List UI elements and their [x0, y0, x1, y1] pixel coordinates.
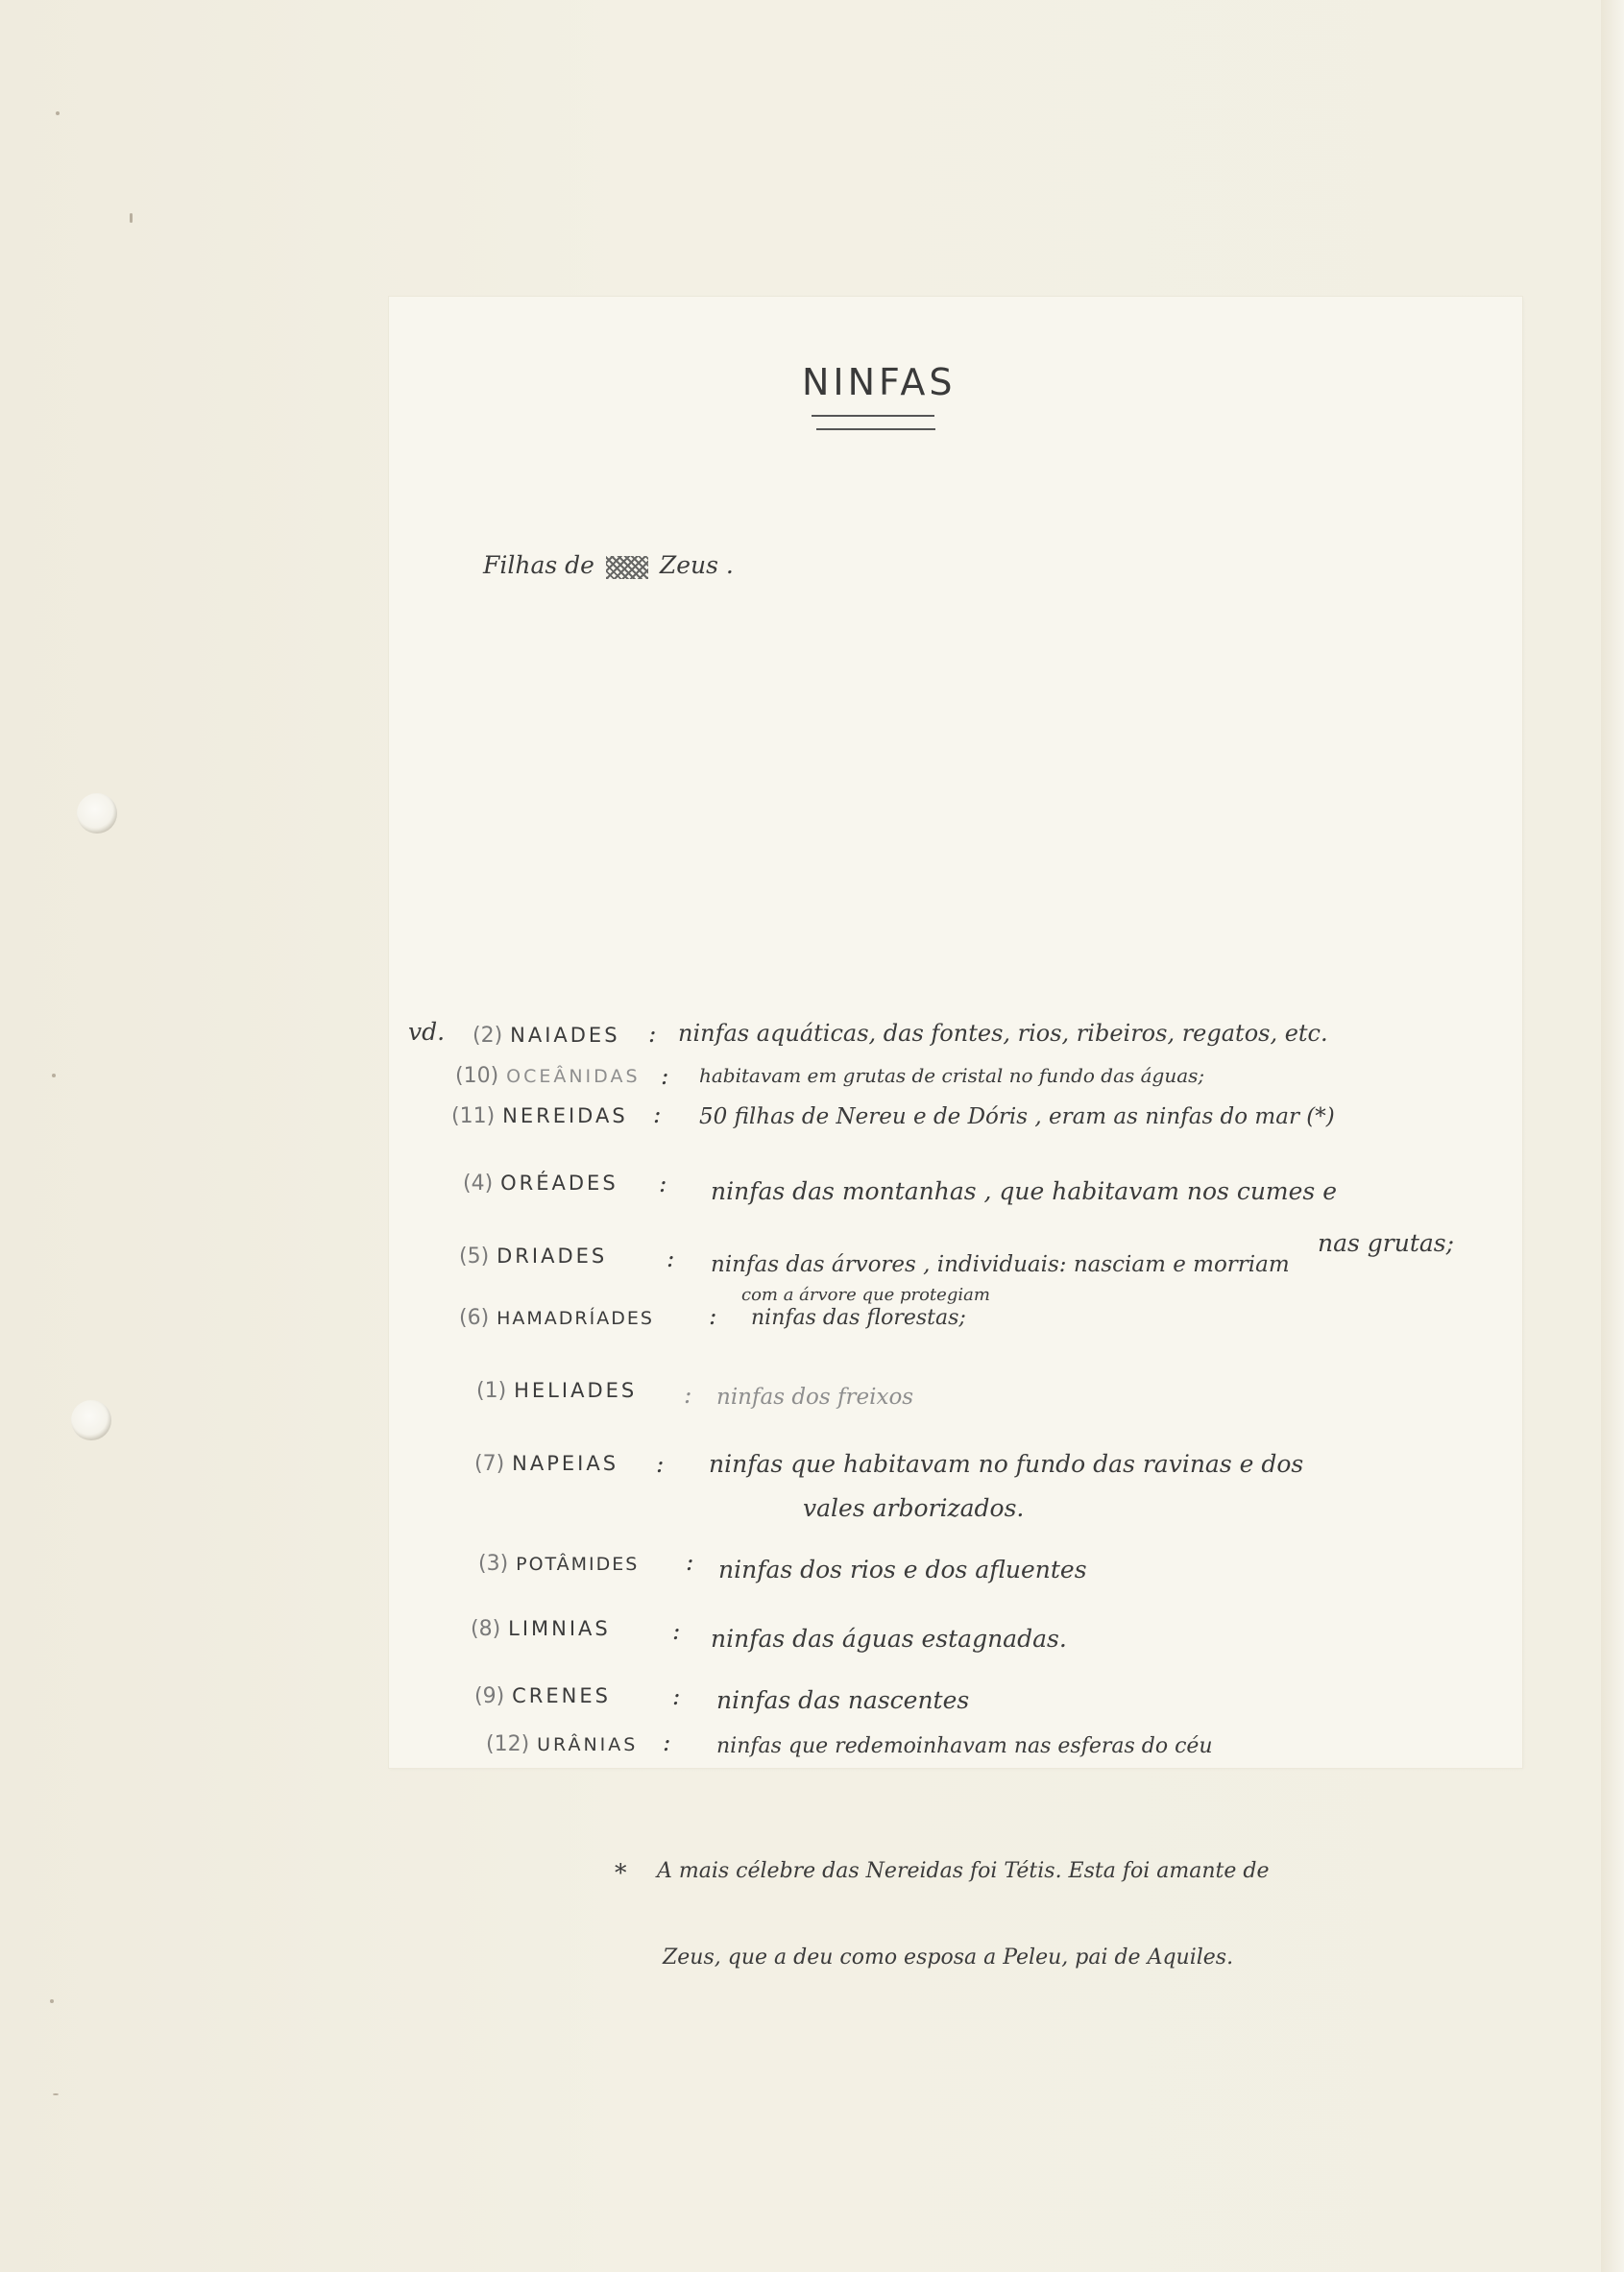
entry-name: OCEÂNIDAS — [506, 1066, 641, 1087]
entry-naiades — [473, 1020, 620, 1048]
entry-description: ninfas aquáticas, das fontes, rios, ribeiros, regatos, etc. — [678, 1020, 1328, 1047]
entry-description: ninfas das florestas; — [751, 1306, 966, 1330]
entry-number: (5) — [459, 1245, 490, 1269]
entry-description: ninfas que habitavam no fundo das ravinas e dos — [709, 1450, 1304, 1478]
punch-hole-bottom — [71, 1400, 111, 1440]
entry-oceanidas — [455, 1060, 641, 1088]
entry-description-continued: com a árvore que protegiam — [741, 1285, 990, 1305]
paper-speck — [53, 2093, 59, 2095]
paper-speck — [50, 1999, 54, 2003]
entry-name: NEREIDAS — [502, 1104, 628, 1127]
entry-oreades — [463, 1168, 618, 1196]
entry-potamides — [478, 1548, 639, 1576]
entry-name: HAMADRÍADES — [497, 1308, 654, 1329]
entry-description: ninfas dos freixos — [716, 1385, 914, 1410]
vd-label: vd. — [408, 1018, 446, 1046]
entry-separator: : — [667, 1245, 675, 1272]
entry-separator: : — [684, 1381, 692, 1409]
entry-description: ninfas das montanhas , que habitavam nos cumes e — [711, 1177, 1337, 1205]
entry-name: LIMNIAS — [508, 1617, 611, 1640]
subtitle-before: Filhas de — [483, 551, 594, 579]
entry-separator: : — [653, 1100, 662, 1128]
entry-number: (4) — [463, 1172, 494, 1196]
entry-separator: : — [663, 1728, 671, 1756]
entry-description-continued: nas grutas; — [1318, 1229, 1455, 1257]
entry-separator: : — [661, 1062, 669, 1090]
entry-name: URÂNIAS — [537, 1734, 639, 1755]
entry-name: HELIADES — [514, 1379, 638, 1402]
entry-number: (3) — [478, 1552, 509, 1576]
entry-separator: : — [648, 1020, 657, 1048]
punch-hole-top — [77, 793, 117, 834]
entry-number: (2) — [473, 1024, 503, 1048]
subtitle — [483, 551, 734, 579]
entry-number: (11) — [451, 1104, 496, 1128]
title-underline — [812, 415, 934, 417]
entry-napeias — [474, 1448, 618, 1476]
entry-nereidas — [451, 1100, 628, 1128]
entry-description: habitavam em grutas de cristal no fundo das águas; — [699, 1064, 1205, 1087]
entry-name: NAIADES — [510, 1024, 620, 1047]
subtitle-after: Zeus . — [659, 551, 734, 579]
entry-number: (7) — [474, 1452, 505, 1476]
entry-number: (10) — [455, 1064, 499, 1088]
entry-description: ninfas que redemoinhavam nas esferas do céu — [716, 1734, 1213, 1758]
entry-number: (8) — [471, 1617, 501, 1641]
footnote-line-2: Zeus, que a deu como esposa a Peleu, pai de Aquiles. — [663, 1946, 1234, 1970]
entry-separator: : — [656, 1450, 665, 1478]
entry-separator: : — [672, 1617, 681, 1645]
entry-description: 50 filhas de Nereu e de Dóris , eram as ninfas do mar (*) — [699, 1104, 1335, 1129]
paper-speck — [130, 213, 133, 223]
entry-name: NAPEIAS — [512, 1452, 619, 1475]
title-underline — [816, 428, 935, 430]
footnote-marker: * — [615, 1859, 627, 1887]
entry-number: (12) — [486, 1732, 530, 1756]
entry-number: (1) — [476, 1379, 507, 1403]
entry-heliades — [476, 1375, 637, 1403]
entry-number: (9) — [474, 1684, 505, 1708]
entry-uranias — [486, 1728, 638, 1756]
entry-description: ninfas das nascentes — [716, 1686, 970, 1714]
entry-separator: : — [686, 1548, 694, 1576]
crossed-out-word — [606, 556, 648, 579]
entry-limnias — [471, 1613, 611, 1641]
entry-name: ORÉADES — [500, 1172, 618, 1195]
entry-description-continued: vales arborizados. — [803, 1494, 1025, 1522]
entry-separator: : — [672, 1682, 681, 1710]
page-edge — [1601, 0, 1624, 2272]
paper-speck — [56, 111, 60, 115]
entry-name: CRENES — [512, 1684, 611, 1707]
entry-description: ninfas das águas estagnadas. — [711, 1625, 1067, 1653]
entry-separator: : — [709, 1302, 717, 1330]
footnote-line-1: A mais célebre das Nereidas foi Tétis. Esta foi amante de — [657, 1859, 1270, 1883]
entry-driades — [459, 1241, 607, 1269]
entry-crenes — [474, 1680, 611, 1708]
entry-separator: : — [659, 1170, 667, 1197]
entry-hamadriades — [459, 1302, 654, 1330]
entry-number: (6) — [459, 1306, 490, 1330]
entry-name: POTÂMIDES — [516, 1554, 640, 1575]
entry-description: ninfas das árvores , individuais: nasciam e morriam — [711, 1252, 1290, 1277]
page-title: NINFAS — [802, 361, 957, 403]
entry-description: ninfas dos rios e dos afluentes — [718, 1556, 1087, 1583]
entry-name: DRIADES — [497, 1245, 608, 1268]
paper-speck — [52, 1074, 56, 1077]
